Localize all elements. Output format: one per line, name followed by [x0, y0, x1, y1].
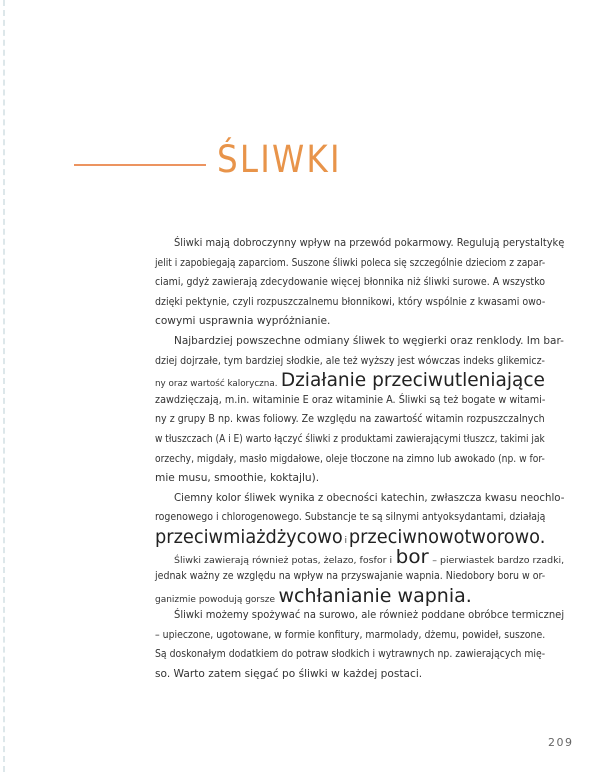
text-line: Najbardziej powszechne odmiany śliwek to węgierki oraz renklody. Im bar- — [174, 334, 564, 347]
highlight-text: przeciwnowotworowo. — [348, 525, 546, 548]
text-line-mixed — [155, 584, 545, 607]
text-line-mixed — [155, 545, 565, 568]
page-number: 209 — [548, 736, 574, 749]
text-small: – pierwiastek bardzo rzadki, — [432, 555, 565, 566]
text-line: rogenowego i chlorogenowego. Substancje te są silnymi antyoksydantami, działają — [155, 511, 546, 524]
text-line: Ciemny kolor śliwek wynika z obecności katechin, zwłaszcza kwasu neochlo- — [174, 491, 565, 504]
text-line: Śliwki możemy spożywać na surowo, ale również poddane obróbce termicznej — [174, 609, 565, 622]
text-small: ganizmie powodują gorsze — [155, 594, 276, 605]
article-body — [155, 234, 565, 685]
text-line: jelit i zapobiegają zaparciom. Suszone śliwki poleca się szczególnie dzieciom z zapar- — [155, 256, 546, 269]
text-line: orzechy, migdały, masło migdałowe, oleje tłoczone na zimno lub awokado (np. w for- — [155, 452, 545, 465]
text-line-mixed — [155, 525, 546, 548]
text-line: – upieczone, ugotowane, w formie konfitury, marmolady, dżemu, powideł, suszone. — [155, 628, 546, 641]
highlight-text: Działanie przeciwutleniające — [280, 369, 545, 392]
title-rule — [74, 164, 206, 166]
text-line: w tłuszczach (A i E) warto łączyć śliwki z produktami zawierającymi tłuszcz, takimi jak — [155, 432, 545, 445]
paragraph — [155, 606, 565, 684]
text-line: so. Warto zatem sięgać po śliwki w każdej postaci. — [155, 668, 423, 681]
highlight-text: przeciwmiażdżycowo — [155, 525, 343, 548]
page-title: ŚLIWKI — [217, 138, 342, 181]
paragraph — [155, 489, 565, 548]
text-line: dziej dojrzałe, tym bardziej słodkie, ale też wyższy jest wówczas indeks glikemicz- — [155, 354, 545, 367]
text-small: i — [344, 535, 347, 546]
text-line: ciami, gdyż zawierają zdecydowanie więcej błonnika niż śliwki surowe. A wszystko — [155, 276, 546, 289]
text-line: dzięki pektynie, czyli rozpuszczalnemu błonnikowi, który wspólnie z kwasami owo- — [155, 295, 546, 308]
text-line-mixed — [155, 371, 545, 391]
text-line: Śliwki mają dobroczynny wpływ na przewód pokarmowy. Regulują perystaltykę — [174, 237, 565, 249]
text-line: mie musu, smoothie, koktajlu). — [155, 472, 320, 485]
text-small: Śliwki zawierają również potas, żelazo, fosfor i — [174, 555, 393, 566]
paragraph — [155, 545, 565, 607]
text-line: jednak ważny ze względu na wpływ na przyswajanie wapnia. Niedobory boru w or- — [155, 570, 546, 583]
paragraph — [155, 332, 564, 489]
text-line: ny z grupy B np. kwas foliowy. Ze względu na zawartość witamin rozpuszczalnych — [155, 413, 545, 426]
text-line: cowymi usprawnia wypróżnianie. — [155, 315, 331, 328]
text-line: zawdzięczają, m.in. witaminie E oraz witaminie A. Śliwki są też bogate w witami- — [155, 393, 546, 406]
text-line: Są doskonałym dodatkiem do potraw słodkich i wytrawnych np. zawierających mię- — [155, 648, 546, 661]
highlight-text: wchłanianie wapnia. — [278, 584, 472, 607]
paragraph — [155, 234, 565, 332]
page-edge-guide — [3, 0, 5, 772]
text-small: ny oraz wartość kaloryczna. — [155, 379, 278, 390]
highlight-text: bor — [395, 545, 429, 568]
